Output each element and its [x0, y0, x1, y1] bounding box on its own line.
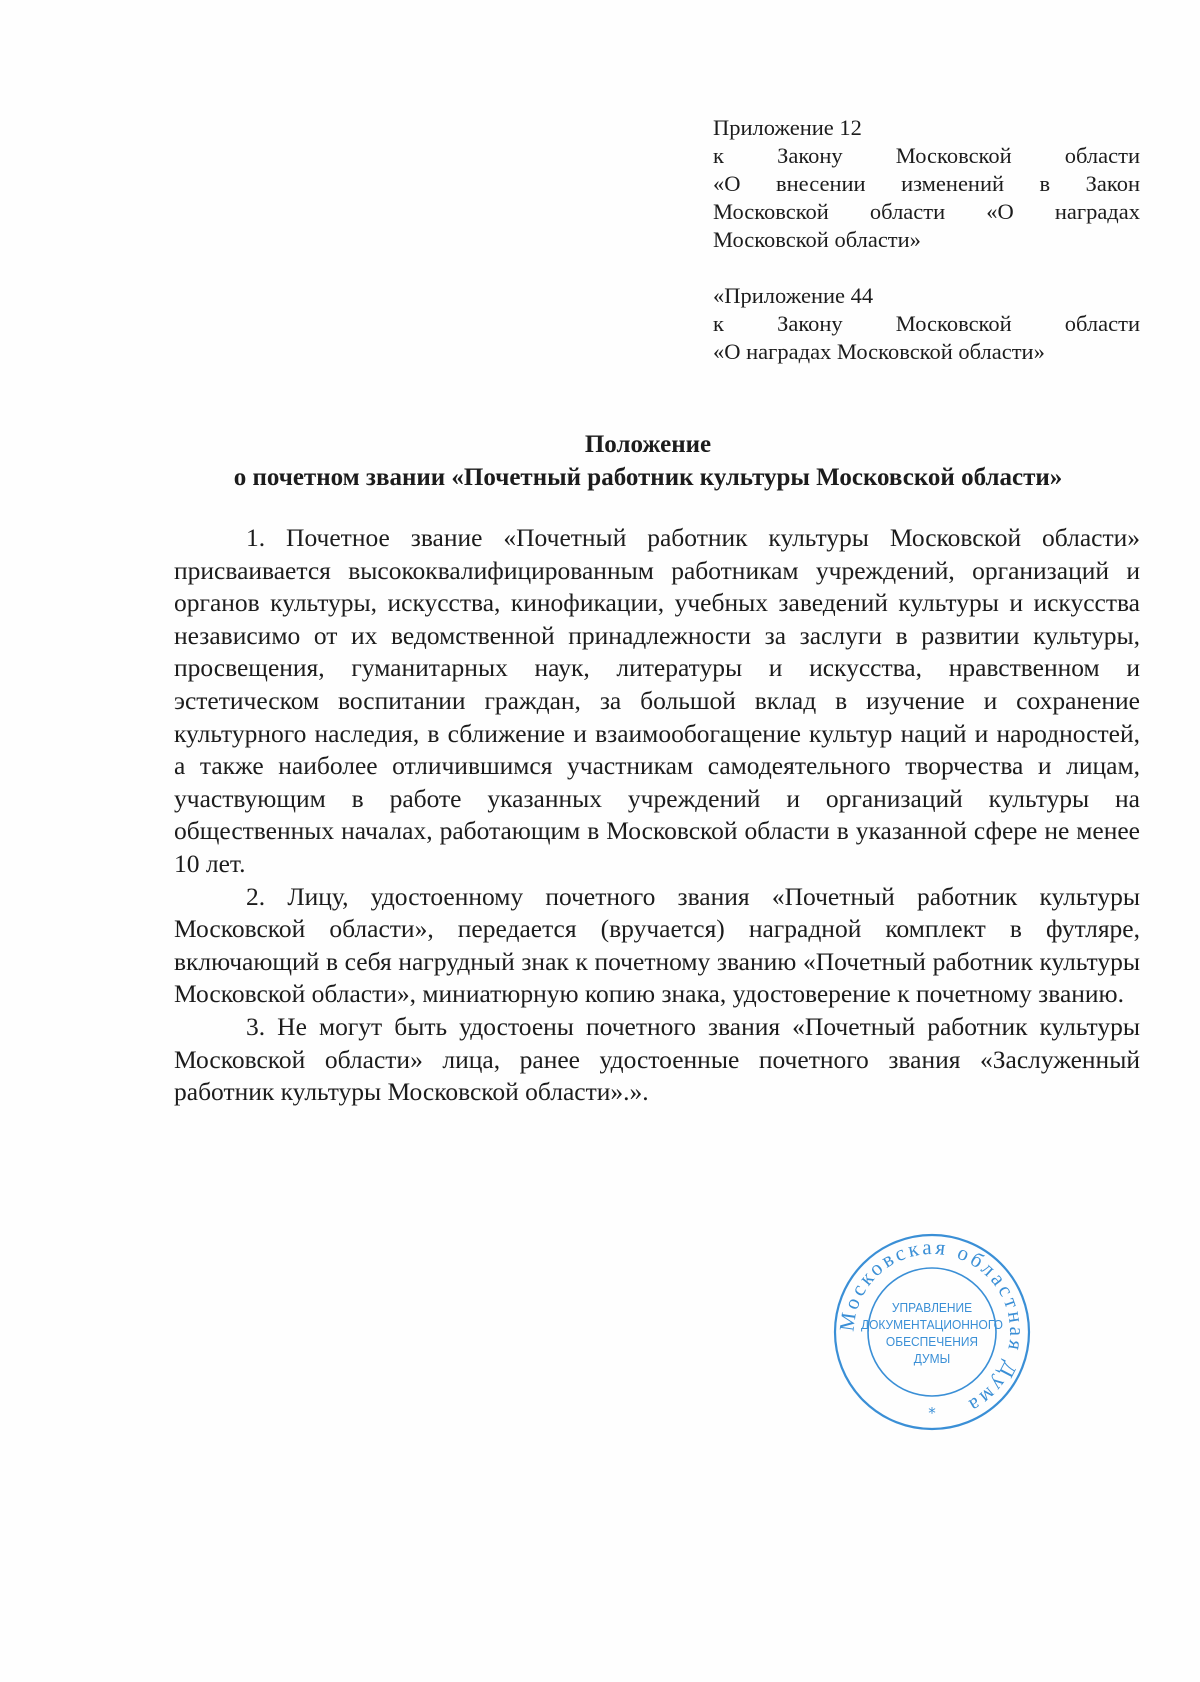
stamp-center-line: ОБЕСПЕЧЕНИЯ — [885, 1334, 979, 1350]
appendix-line: «О наградах Московской области» — [713, 339, 1045, 364]
title-line: Положение — [584, 431, 712, 458]
stamp-ring-text: Московская областная Дума — [834, 1234, 1030, 1420]
paragraph-1: 1. Почетное звание «Почетный работник культуры Московской области» присваивается высококвалифицированным работникам учреждений, организаций и органов культуры, искусства, кинофикации, учебных заведений культуры и искусства независимо от их ведомственной принадлежности за заслуги в развитии культуры, просвещения, гуманитарных наук, литературы и искусства, нравственном и эстетическом воспитании граждан, за большой вклад в изучение и сохранение культурного наследия, в сближение и взаимообогащение культур наций и народностей, а также наиболее отличившимся участникам самодеятельного творчества и лицам, участвующим в работе указанных учреждений и организаций культуры на общественных началах, работающим в Московской области в указанной сфере не менее 10 лет. — [174, 523, 1140, 878]
appendix-line: «О внесении изменений в Закон — [713, 171, 1140, 196]
appendix-spacer — [713, 254, 1140, 282]
stamp-seal-icon — [832, 1232, 1032, 1432]
appendix-line: Московской области» — [713, 227, 921, 252]
title-line: о почетном звании «Почетный работник культуры Московской области» — [233, 464, 1063, 491]
appendix-line: «Приложение 44 — [713, 283, 874, 308]
appendix-line: к Закону Московской области — [713, 143, 1140, 168]
appendix-line: Московской области «О наградах — [713, 199, 1140, 224]
stamp-center-line: ДОКУМЕНТАЦИОННОГО — [861, 1317, 1003, 1333]
appendix-line: к Закону Московской области — [713, 311, 1140, 336]
appendix-line: Приложение 12 — [713, 115, 862, 140]
document-title — [160, 428, 1136, 494]
appendix-reference — [713, 114, 1140, 366]
paragraph-3: 3. Не могут быть удостоены почетного звания «Почетный работник культуры Московской области» лица, ранее удостоенные почетного звания «Заслуженный работник культуры Московской области».». — [174, 1011, 1140, 1107]
official-stamp — [832, 1232, 1032, 1432]
stamp-star-icon: * — [928, 1404, 936, 1422]
stamp-center-line: УПРАВЛЕНИЕ — [891, 1300, 973, 1316]
stamp-center-line: ДУМЫ — [913, 1351, 951, 1367]
paragraph-2: 2. Лицу, удостоенному почетного звания «Почетный работник культуры Московской области», передается (вручается) наградной комплект в футляре, включающий в себя нагрудный знак к почетному званию «Почетный работник культуры Московской области», миниатюрную копию знака, удостоверение к почетному званию. — [174, 881, 1140, 1009]
document-body — [174, 522, 1140, 1109]
